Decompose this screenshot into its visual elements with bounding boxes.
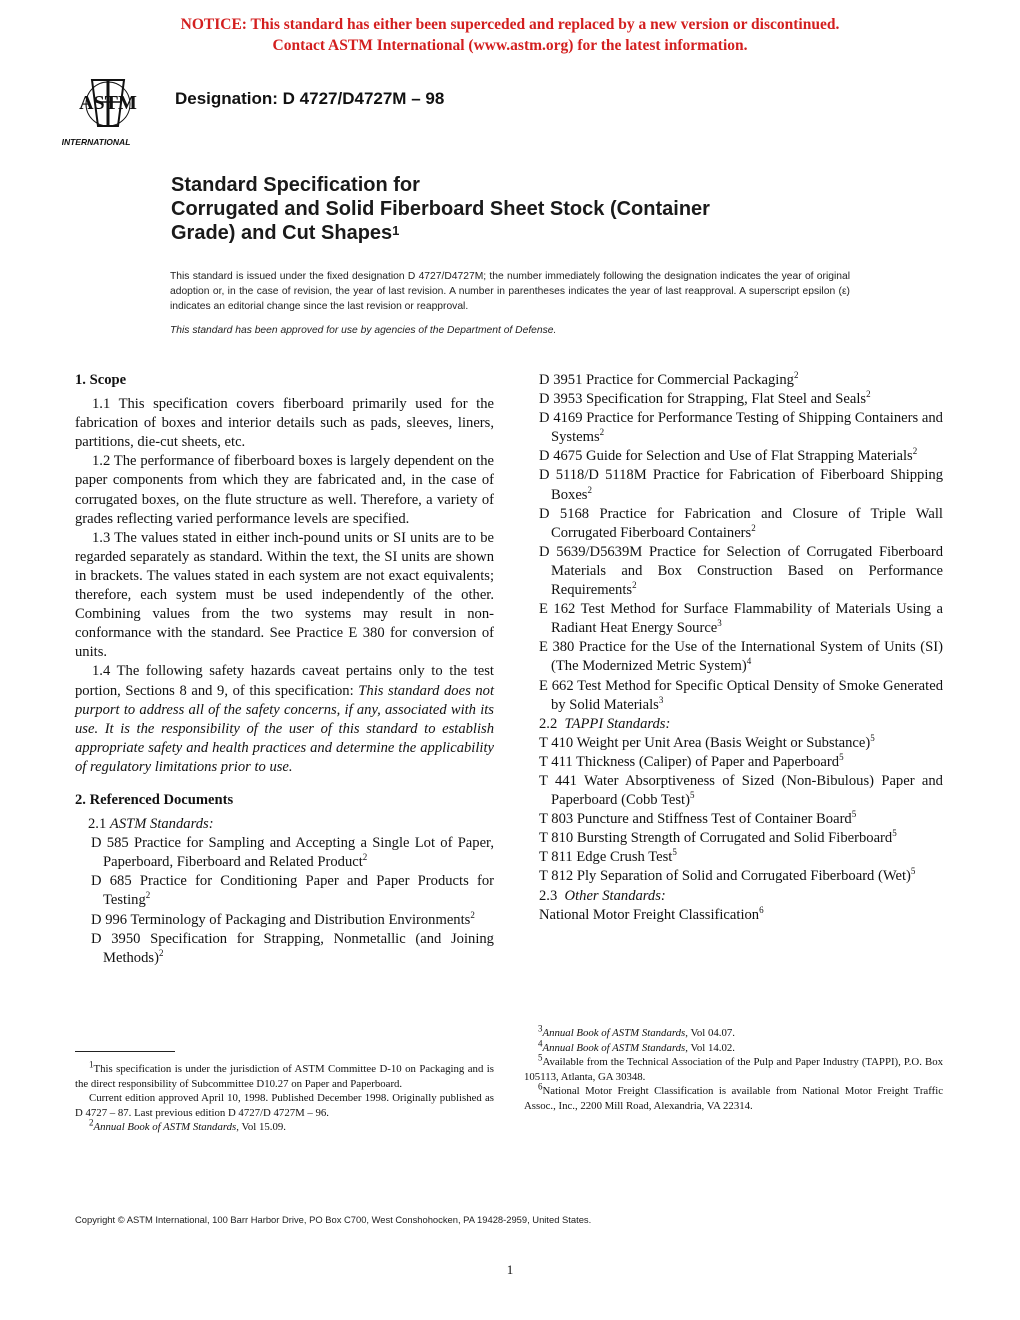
para-1-4-start: 1.4 The following safety hazards caveat pertains only to the test portion, Sections 8 and 9, of this specification: (75, 663, 494, 699)
subsection-2-1: 2.1 ASTM Standards: (88, 816, 214, 833)
para-1-3: 1.3 The values stated in either inch-pound units or SI units are to be regarded separately as standard. Within the text, the SI units are shown in brackets. The values stated in each system are not exact equivalents; therefore, each system must be used independently of the other. Combining values from the two systems may result in non-conformance with the standard. See Practice E 380 for conversion of units. (75, 529, 494, 661)
ref-item: T 803 Puncture and Stiffness Test of Container Board$^5$ (539, 809, 857, 828)
ref-item: T 410 Weight per Unit Area (Basis Weight or Substance)$^5$ (539, 732, 875, 751)
footnote-2: $^2$Annual Book of ASTM Standards, Vol 15.09. (89, 1117, 286, 1133)
document-title (171, 173, 891, 245)
footnote-1b: Current edition approved April 10, 1998. Published December 1998. Originally published as D 4727 – 87. Last previous edition D 4727/D 4727M – 96. (75, 1092, 494, 1119)
ref-item: T 441 Water Absorptiveness of Sized (Non-Bibulous) Paper and Paperboard (Cobb Test)$^5$ (539, 772, 943, 809)
ref-item: D 3953 Specification for Strapping, Flat Steel and Seals$^2$ (539, 389, 871, 408)
notice-line-1: NOTICE: This standard has either been superceded and replaced by a new version or discontinued. (180, 16, 840, 33)
left-column (75, 371, 494, 968)
ref-item: D 685 Practice for Conditioning Paper and Paper Products for Testing$^2$ (91, 873, 494, 909)
title-footnote-mark: 1 (392, 223, 400, 238)
para-1-4 (75, 662, 494, 777)
safety-caveat: This standard does not purport to address all of the safety concerns, if any, associated with its use. It is the responsibility of the user of this standard to establish appropriate safety and health practices and determine the applicability of regulatory limitations prior to use. (75, 682, 494, 775)
ref-item: E 662 Test Method for Specific Optical Density of Smoke Generated by Solid Materials$^3$ (539, 677, 943, 713)
ref-item: D 4675 Guide for Selection and Use of Flat Strapping Materials$^2$ (539, 446, 918, 465)
logo-mark: ASTM (79, 92, 137, 114)
footnotes-left (75, 1051, 494, 1135)
title-line-3: Grade) and Cut Shapes (171, 222, 393, 244)
section-2-heading: 2. Referenced Documents (75, 791, 234, 808)
issued-note: This standard is issued under the fixed designation D 4727/D4727M; the number immediately following the designation indicates the year of original adoption or, in the case of revision, the year of last revision. A number in parentheses indicates the year of last reapproval. A superscript epsilon (ε) indicates an editorial change since the last revision or reapproval. (170, 271, 850, 312)
astm-ref-list-right (539, 371, 943, 715)
astm-ref-list-left (75, 834, 494, 968)
ref-item: D 5118/D 5118M Practice for Fabrication of Fiberboard Shipping Boxes$^2$ (539, 467, 943, 503)
ref-item: D 3950 Specification for Strapping, Nonmetallic (and Joining Methods)$^2$ (91, 930, 494, 966)
designation: Designation: D 4727/D4727M – 98 (175, 89, 445, 108)
astm-logo (62, 74, 162, 154)
footnote-3: $^3$Annual Book of ASTM Standards, Vol 04.07. (538, 1023, 735, 1039)
logo-caption: INTERNATIONAL (62, 137, 131, 147)
right-column (539, 371, 943, 925)
approved-note: This standard has been approved for use by agencies of the Department of Defense. (170, 325, 557, 336)
ref-item: D 5639/D5639M Practice for Selection of Corrugated Fiberboard Materials and Box Construction Based on Performance Requirements$^2$ (539, 543, 943, 599)
title-line-2: Corrugated and Solid Fiberboard Sheet Stock (Container (171, 198, 710, 220)
section-1-heading: 1. Scope (75, 372, 127, 388)
notice-banner (0, 14, 1020, 56)
notice-line-2: Contact ASTM International (www.astm.org) for the latest information. (272, 37, 748, 54)
footnote-5: $^5$Available from the Technical Association of the Pulp and Paper Industry (TAPPI), P.O. Box 105113, Atlanta, GA 30348. (524, 1052, 943, 1083)
ref-item: E 162 Test Method for Surface Flammability of Materials Using a Radiant Heat Energy Source$^3$ (539, 601, 943, 637)
footnote-4: $^4$Annual Book of ASTM Standards, Vol 14.02. (538, 1037, 735, 1054)
ref-item: D 5168 Practice for Fabrication and Closure of Triple Wall Corrugated Fiberboard Containers$^2$ (539, 505, 943, 541)
other-ref: National Motor Freight Classification$^6$ (539, 904, 764, 923)
title-line-1: Standard Specification for (171, 174, 420, 196)
ref-item: E 380 Practice for the Use of the International System of Units (SI) (The Modernized Metric System)$^4$ (539, 639, 943, 675)
subsection-2-2: 2.2 TAPPI Standards: (539, 715, 671, 732)
para-1-2: 1.2 The performance of fiberboard boxes is largely dependent on the paper components from which they are fabricated and, in the case of corrugated boxes, on the flute structure as well. Therefore, a variety of grades reflecting varied performance levels are specified. (75, 453, 494, 527)
copyright-line: Copyright © ASTM International, 100 Barr Harbor Drive, PO Box C700, West Conshohocken, PA 19428-2959, United States. (75, 1214, 592, 1225)
footnotes-right (524, 1023, 943, 1113)
para-1-1: 1.1 This specification covers fiberboard primarily used for the fabrication of boxes and interior details such as pads, sleeves, liners, partitions, die-cut sheets, etc. (75, 396, 494, 451)
subsection-2-3: 2.3 Other Standards: (539, 887, 666, 904)
page-number: 1 (506, 1262, 514, 1277)
footnote-1: $^1$This specification is under the jurisdiction of ASTM Committee D-10 on Packaging and is the direct responsibility of Subcommittee D10.27 on Paper and Paperboard. (75, 1059, 494, 1090)
ref-item: T 411 Thickness (Caliper) of Paper and Paperboard$^5$ (539, 752, 844, 770)
ref-item: T 811 Edge Crush Test$^5$ (539, 847, 677, 866)
ref-item: D 4169 Practice for Performance Testing of Shipping Containers and Systems$^2$ (539, 410, 943, 446)
ref-item: D 3951 Practice for Commercial Packaging$^2$ (539, 370, 799, 388)
ref-item: T 812 Ply Separation of Solid and Corrugated Fiberboard (Wet)$^5$ (539, 866, 916, 885)
footnote-6: $^6$National Motor Freight Classification is available from National Motor Freight Traffic Assoc., Inc., 2200 Mill Road, Alexandria, VA 22314. (524, 1081, 943, 1112)
tappi-ref-list (539, 734, 943, 887)
ref-item: T 810 Bursting Strength of Corrugated and Solid Fiberboard$^5$ (539, 828, 897, 847)
ref-item: D 585 Practice for Sampling and Accepting a Single Lot of Paper, Paperboard, Fiberboard and Related Product$^2$ (91, 835, 494, 871)
ref-item: D 996 Terminology of Packaging and Distribution Environments$^2$ (91, 909, 475, 928)
footnote-rule (75, 1051, 175, 1052)
